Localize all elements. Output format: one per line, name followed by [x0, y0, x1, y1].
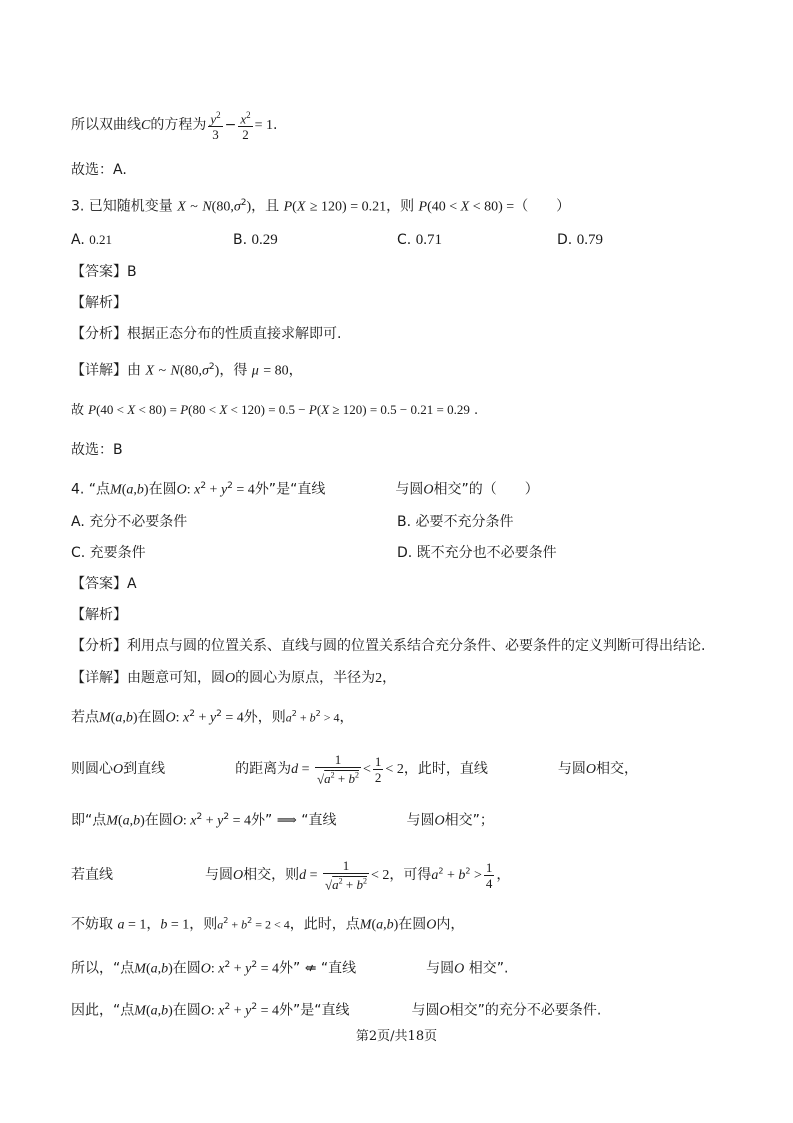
q4-option-c: C. 充要条件 [71, 545, 146, 561]
q4-option-a: A. 充分不必要条件 [71, 514, 188, 530]
q4-reason-5: 不妨取 a = 1，b = 1，则$a^2 + b^2 = 2 < 4$，此时，点M(a,b)在圆O内， [71, 916, 465, 933]
answer-choice-line-a: 故选：A. [71, 162, 127, 178]
q3-analysis: 【分析】根据正态分布的性质直接求解即可. [71, 326, 342, 342]
q4-reason-6: 所以，“点M(a,b)在圆O: $x^2 + y^2 = 4$外” ⇍ “直线 与圆O 相交”. [71, 960, 509, 977]
q3-option-b: B. 0.29 [233, 232, 278, 248]
q4-detail: 【详解】由题意可知，圆O的圆心为原点，半径为2， [71, 670, 397, 686]
q4-option-b: B. 必要不充分条件 [397, 514, 514, 530]
q4-reason-4: 若直线 与圆O相交，则d = $\frac{1}{√a^2 + b^2}$ < 2，可得$a^2 + b^2$ > $\frac{1}{4}$ ， [71, 858, 511, 893]
q3-analysis-heading: 【解析】 [71, 295, 127, 311]
conclusion-line-hyperbola: 所以双曲线C的方程为 $\frac{y^2}{3}$ − $\frac{x^2}{2}$ = 1. [71, 110, 278, 143]
q4-option-d: D. 既不充分也不必要条件 [397, 545, 557, 561]
q3-answer: 【答案】B [71, 264, 137, 280]
q4-reason-2: 则圆心O到直线 的距离为d = $\frac{1}{√a^2 + b^2}$ < $\frac{1}{2}$ < 2，此时，直线 与圆O相交， [71, 752, 638, 787]
q3-calculation: 故 P(40 < X < 80) = P(80 < X < 120) = 0.5 − P(X ≥ 120) = 0.5 − 0.21 = 0.29 . [71, 402, 479, 418]
q4-analysis-heading: 【解析】 [71, 607, 127, 623]
question-3-stem: 3. 已知随机变量 X ~ $N(80,\sigma^2)$，且 P(X ≥ 120) = 0.21，则 P(40 < X < 80) =（ ） [71, 198, 571, 215]
q3-option-a: A. 0.21 [71, 232, 112, 248]
q3-option-c: C. 0.71 [397, 232, 442, 248]
q4-reason-3: 即“点M(a,b)在圆O: $x^2 + y^2 = 4$外” ⟹ “直线 与圆O相交”； [71, 812, 494, 829]
question-4-stem: 4. “点M(a,b)在圆O: $x^2 + y^2 = 4$外”是“直线 与圆O相交”的（ ） [71, 481, 539, 498]
q3-detail: 【详解】由 X ~ $N(80,\sigma^2)$，得 μ = 80， [71, 362, 303, 379]
q4-answer: 【答案】A [71, 576, 137, 592]
q3-option-d: D. 0.79 [557, 232, 603, 248]
q4-reason-1: 若点M(a,b)在圆O: $x^2 + y^2 = 4$外，则$a^2 + b^2 > 4$， [71, 709, 354, 726]
q4-conclusion: 因此，“点M(a,b)在圆O: $x^2 + y^2 = 4$外”是“直线 与圆O相交”的充分不必要条件. [71, 1002, 602, 1019]
q3-final-choice: 故选：B [71, 442, 123, 458]
q4-analysis: 【分析】利用点与圆的位置关系、直线与圆的位置关系结合充分条件、必要条件的定义判断可得出结论. [71, 638, 706, 654]
page-footer: 第2页/共18页 [355, 1029, 438, 1044]
